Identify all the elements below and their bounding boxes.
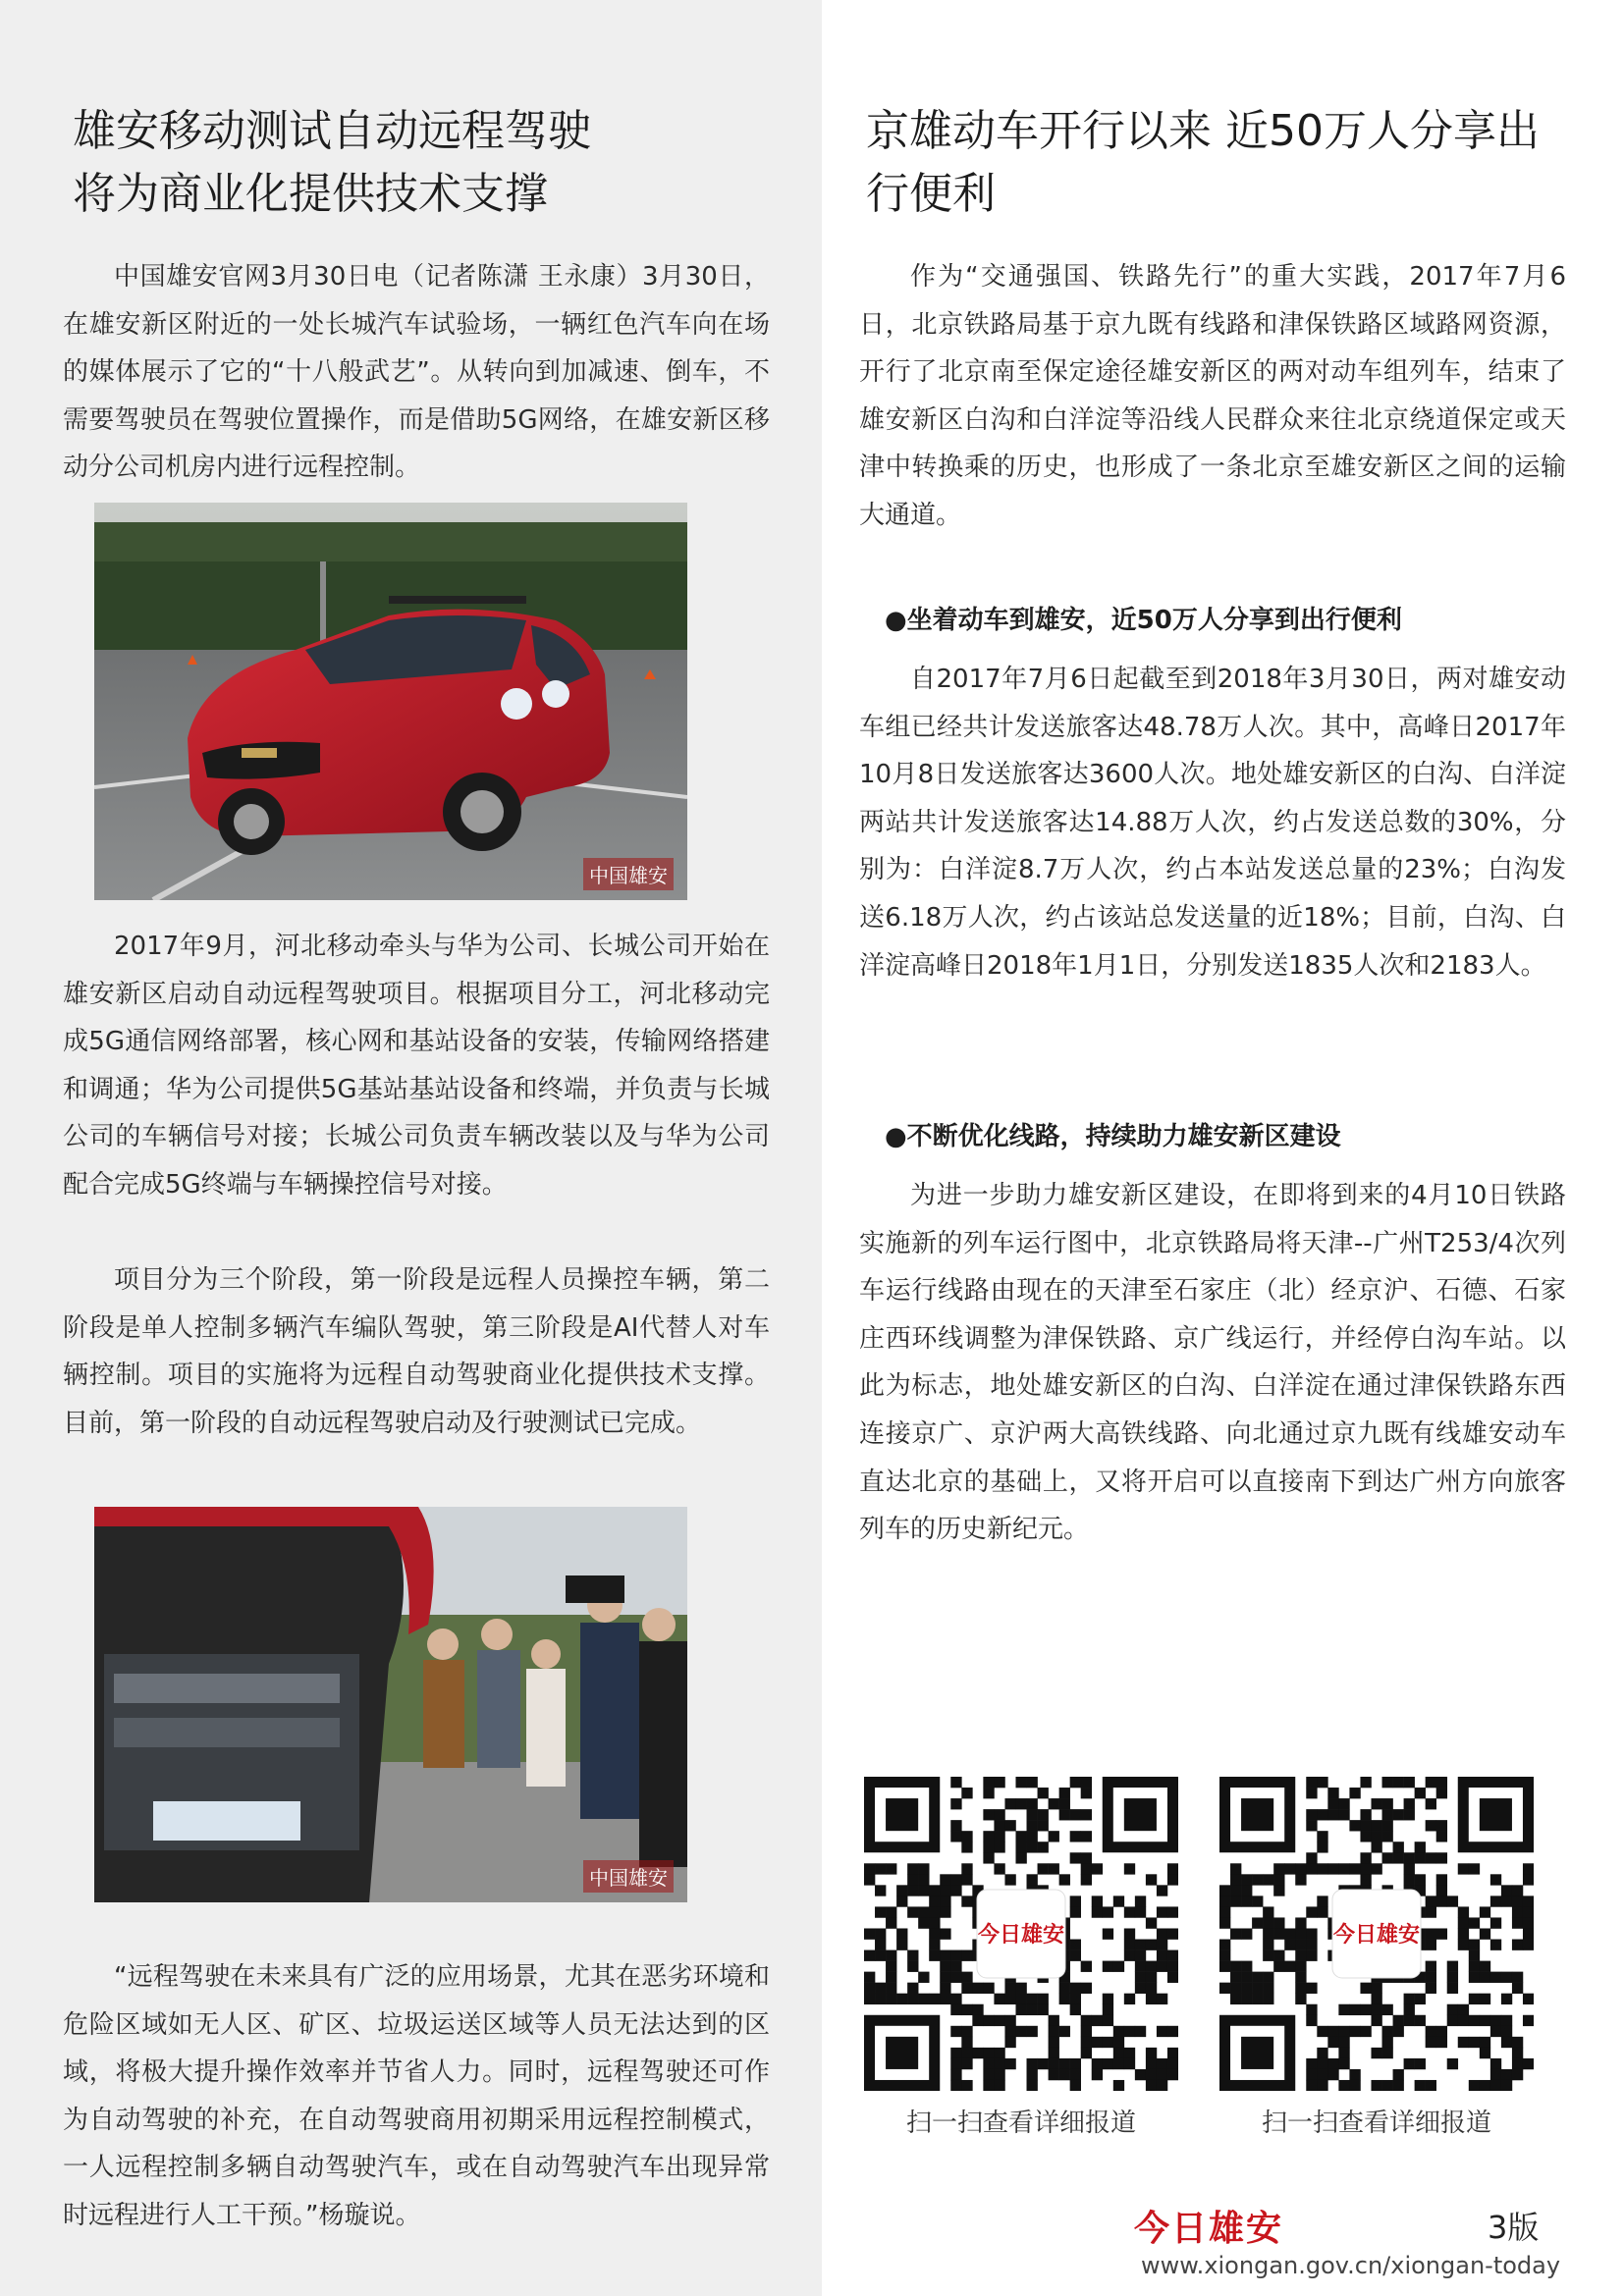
page-number: 3版 <box>1488 2209 1540 2246</box>
qr-code-2[interactable] <box>1219 1777 1534 2091</box>
right-para-3-block <box>859 1172 1566 1554</box>
qr2-caption: 扫一扫查看详细报道 <box>1261 2109 1491 2138</box>
left-paragraph-1: 中国雄安官网3月30日电（记者陈潇 王永康）3月30日，在雄安新区附近的一处长城汽车试验场，一辆红色汽车向在场的媒体展示了它的“十八般武艺”。从转向到加减速、倒车，不需要驾驶员在驾驶位置操作，而是借助5G网络，在雄安新区移动分公司机房内进行远程控制。 <box>63 262 770 483</box>
qr-code-block-2 <box>1215 1777 1539 2140</box>
right-paragraph-1: 作为“交通强国、铁路先行”的重大实践，2017年7月6日，北京铁路局基于京九既有线路和津保铁路区域路网资源，开行了北京南至保定途径雄安新区的两对动车组列车，结束了雄安新区白沟和白洋淀等沿线人民群众来往北京绕道保定或天津中转换乘的历史，也形成了一条北京至雄安新区之间的运输大通道。 <box>859 262 1566 530</box>
left-paragraph-3: 项目分为三个阶段，第一阶段是远程人员操控车辆，第二阶段是单人控制多辆汽车编队驾驶，第三阶段是AI代替人对车辆控制。项目的实施将为远程自动驾驶商业化提供技术支撑。目前，第一阶段的自动远程驾驶启动及行驶测试已完成。 <box>63 1265 770 1438</box>
right-para-2-block <box>859 656 1566 989</box>
right-headline-line2: 行便利 <box>866 169 996 219</box>
qr-code-block-1 <box>859 1777 1183 2140</box>
right-paragraph-3: 为进一步助力雄安新区建设，在即将到来的4月10日铁路实施新的列车运行图中，北京铁路局将天津--广州T253/4次列车运行线路由现在的天津至石家庄（北）经京沪、石德、石家庄西环线调整为津保铁路、京广线运行，并经停白沟车站。以此为标志，地处雄安新区的白沟、白洋淀在通过津保铁路东西连接京广、京沪两大高铁线路、向北通过京九既有线雄安动车直达北京的基础上，又将开启可以直接南下到达广州方向旅客列车的历史新纪元。 <box>859 1181 1566 1545</box>
left-para-1-block <box>63 253 770 492</box>
left-paragraph-2: 2017年9月，河北移动牵头与华为公司、长城公司开始在雄安新区启动自动远程驾驶项目。根据项目分工，河北移动完成5G通信网络部署，核心网和基站设备的安装，传输网络搭建和调通；华为公司提供5G基站基站设备和终端，并负责与长城公司的车辆信号对接；长城公司负责车辆改装以及与华为公司配合完成5G终端与车辆操控信号对接。 <box>63 932 770 1200</box>
right-headline-line1: 京雄动车开行以来 近50万人分享出 <box>866 106 1540 156</box>
photo-press-demo <box>94 1507 687 1902</box>
left-para-2-block <box>63 923 770 1209</box>
left-paragraph-4: “远程驾驶在未来具有广泛的应用场景，尤其在恶劣环境和危险区域如无人区、矿区、垃圾运送区域等人员无法达到的区域，将极大提升操作效率并节省人力。同时，远程驾驶还可作为自动驾驶的补充，在自动驾驶商用初期采用远程控制模式，一人远程控制多辆自动驾驶汽车，或在自动驾驶汽车出现异常时远程进行人工干预。”杨璇说。 <box>63 1962 770 2230</box>
right-bullet-2-block <box>859 1113 1341 1160</box>
photo2-watermark: 中国雄安 <box>583 1860 674 1893</box>
left-para-4-block <box>63 1953 770 2240</box>
footer-brand-logo: 今日雄安 <box>1134 2208 1284 2249</box>
right-bullet-1-block <box>859 597 1402 644</box>
left-headline-line2: 将为商业化提供技术支撑 <box>73 169 548 219</box>
footer-url[interactable]: www.xiongan.gov.cn/xiongan-today <box>1141 2252 1561 2279</box>
red-car-illustration <box>94 503 687 900</box>
photo1-watermark: 中国雄安 <box>583 858 674 890</box>
qr1-caption: 扫一扫查看详细报道 <box>905 2109 1136 2138</box>
left-headline <box>73 100 780 226</box>
left-headline-line1: 雄安移动测试自动远程驾驶 <box>73 106 591 156</box>
qr-logo-text: 今日雄安 <box>1332 1922 1421 1948</box>
right-paragraph-2: 自2017年7月6日起截至到2018年3月30日，两对雄安动车组已经共计发送旅客达48.78万人次。其中，高峰日2017年10月8日发送旅客达3600人次。地处雄安新区的白沟、白洋淀两站共计发送旅客达14.88万人次，约占发送总数的30%，分别为：白洋淀8.7万人次，约占本站发送总量的23%；白沟发送6.18万人次，约占该站总发送量的近18%；目前，白沟、白洋淀高峰日2018年1月1日，分别发送1835人次和2183人。 <box>859 665 1566 981</box>
left-para-3-block <box>63 1256 770 1447</box>
press-demo-illustration <box>94 1507 687 1902</box>
right-subheading-2: ●不断优化线路，持续助力雄安新区建设 <box>885 1122 1341 1151</box>
right-column <box>822 0 1624 2296</box>
right-subheading-1: ●坐着动车到雄安，近50万人分享到出行便利 <box>885 606 1402 635</box>
right-headline <box>866 100 1583 226</box>
qr-code-1[interactable] <box>864 1777 1178 2091</box>
photo-red-car <box>94 503 687 900</box>
right-para-1-block <box>859 253 1566 540</box>
qr-logo-text: 今日雄安 <box>977 1922 1065 1948</box>
